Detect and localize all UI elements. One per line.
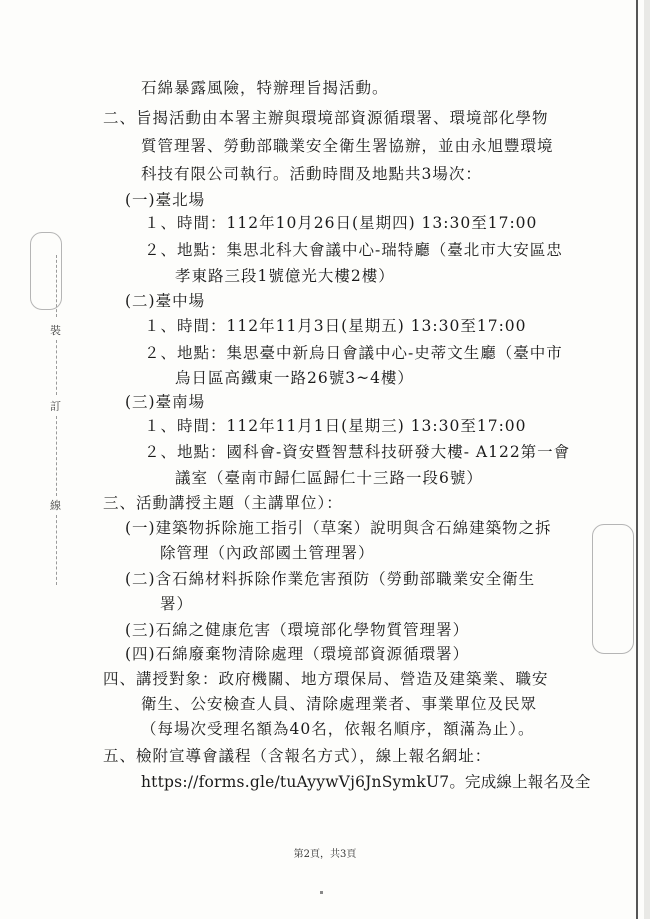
section-five-line-1: 五、檢附宣導會議程（含報名方式），線上報名網址： [103, 747, 492, 765]
tainan-time: １、時間：112年11月1日(星期三) 13:30至17:00 [144, 417, 527, 435]
page-number: 第2頁，共3頁 [293, 849, 357, 860]
tainan-location-cont: 議室（臺南市歸仁區歸仁十三路一段6號） [175, 469, 483, 487]
tainan-location: ２、地點：國科會-資安暨智慧科技研發大樓- A122第一會 [144, 443, 571, 461]
taichung-location-cont: 烏日區高鐵東一路26號3~4樓） [175, 369, 414, 387]
taipei-time: １、時間：112年10月26日(星期四) 13:30至17:00 [144, 214, 538, 232]
binding-line [56, 416, 58, 496]
topic-3: (三)石綿之健康危害（環境部化學物質管理署） [125, 621, 470, 639]
section-two-line-2: 質管理署、勞動部職業安全衛生署協辦，並由永旭豐環境 [141, 137, 554, 155]
topic-2: (二)含石綿材料拆除作業危害預防（勞動部職業安全衛生 [125, 570, 536, 588]
binding-mark-line: 線 [50, 499, 61, 512]
faded-stamp-top [543, 82, 633, 104]
binding-mark-order: 訂 [50, 400, 61, 413]
section-four-line-3: （每場次受理名額為40名，依報名順序，額滿為止）。 [141, 720, 535, 738]
binding-line [56, 340, 58, 395]
section-four-line-2: 衛生、公安檢查人員、清除處理業者、事業單位及民眾 [141, 695, 538, 713]
faded-seal-right [592, 524, 634, 654]
taipei-heading: (一)臺北場 [125, 191, 206, 209]
topic-1-cont: 除管理（內政部國土管理署） [160, 544, 375, 562]
section-three-heading: 三、活動講授主題（主講單位）： [103, 494, 343, 512]
registration-url-line: https://forms.gle/tuAyywVj6JnSymkU7。完成線上報名及全 [141, 773, 591, 791]
section-two-line-3: 科技有限公司執行。活動時間及地點共3場次： [141, 165, 482, 183]
taipei-location-cont: 孝東路三段1號億光大樓2樓） [175, 267, 395, 285]
binding-mark-bind: 裝 [50, 324, 61, 337]
taipei-location: ２、地點：集思北科大會議中心-瑞特廳（臺北市大安區忠 [144, 241, 563, 259]
topic-1: (一)建築物拆除施工指引（草案）說明與含石綿建築物之拆 [125, 519, 552, 537]
scan-speck [320, 891, 323, 894]
topic-4: (四)石綿廢棄物清除處理（環境部資源循環署） [125, 645, 470, 663]
taichung-time: １、時間：112年11月3日(星期五) 13:30至17:00 [144, 317, 527, 335]
page-right-edge [636, 0, 638, 919]
section-two-line-1: 二、旨揭活動由本署主辦與環境部資源循環署、環境部化學物 [103, 109, 549, 127]
text-line-1: 石綿暴露風險，特辦理旨揭活動。 [141, 79, 389, 97]
section-four-line-1: 四、講授對象：政府機關、地方環保局、營造及建築業、職安 [103, 670, 549, 688]
binding-line [56, 515, 58, 585]
taichung-heading: (二)臺中場 [125, 292, 206, 310]
topic-2-cont: 署） [160, 595, 194, 613]
page-scan-margin [644, 0, 650, 919]
faded-seal-left [30, 232, 62, 310]
tainan-heading: (三)臺南場 [125, 393, 206, 411]
taichung-location: ２、地點：集思臺中新烏日會議中心-史蒂文生廳（臺中市 [144, 344, 563, 362]
